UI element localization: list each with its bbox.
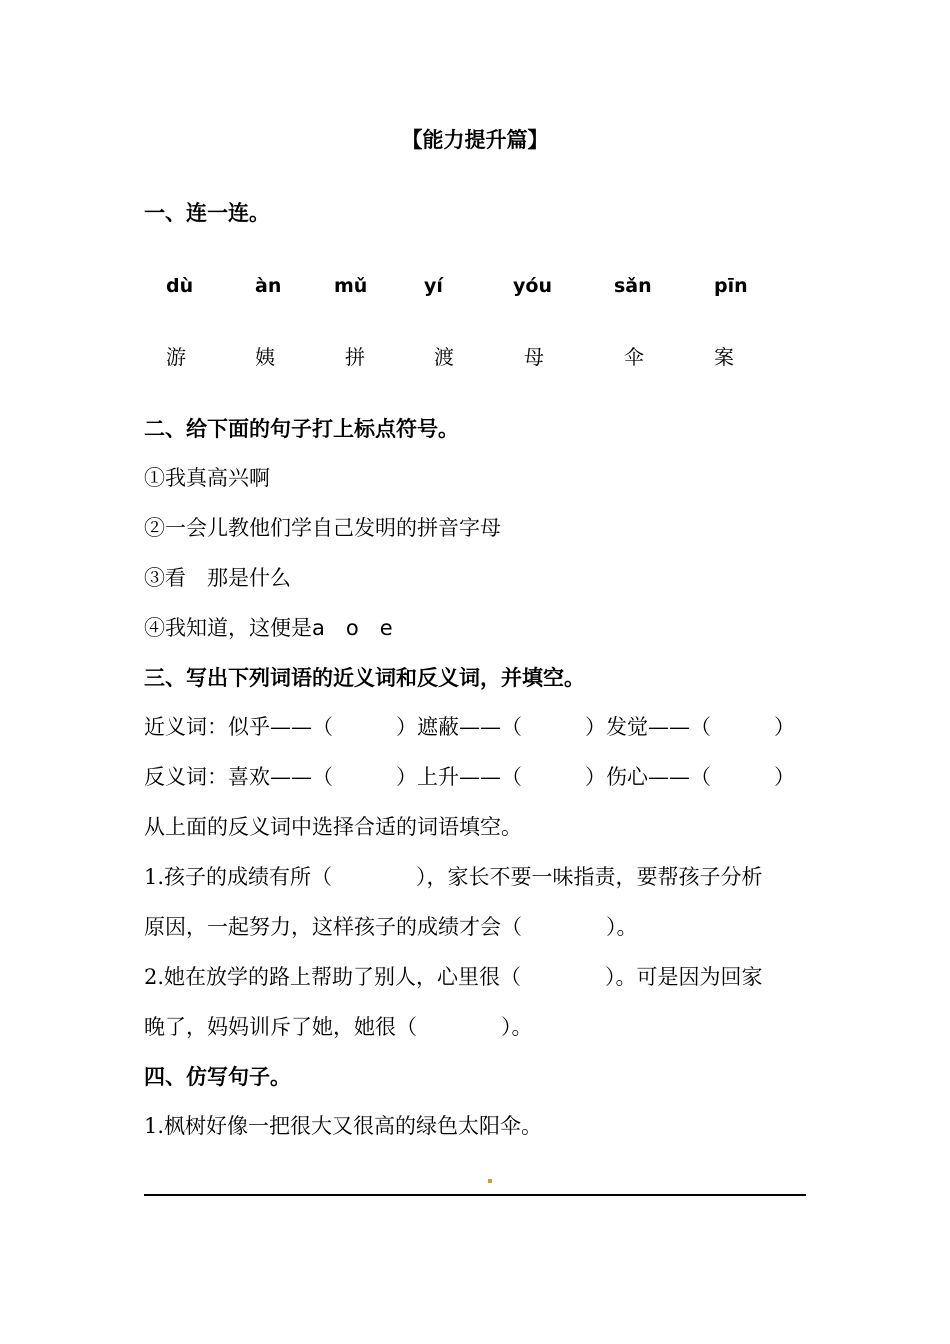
character-item: 游 <box>166 345 186 369</box>
antonyms-line: 反义词：喜欢——（ ）上升——（ ）伤心——（ ） <box>144 765 795 789</box>
punctuation-item-2: ②一会儿教他们学自己发明的拼音字母 <box>144 516 501 540</box>
character-item: 案 <box>714 345 734 369</box>
punctuation-item-4-text: ④我知道，这便是 <box>144 616 312 640</box>
pinyin-item: àn <box>255 275 282 297</box>
section3-heading: 三、写出下列词语的近义词和反义词，并填空。 <box>144 665 585 690</box>
fill-question-1-line-1: 1.孩子的成绩有所（ ），家长不要一味指责，要帮孩子分析 <box>144 865 763 889</box>
section1-heading: 一、连一连。 <box>144 200 270 225</box>
punctuation-item-3: ③看 那是什么 <box>144 566 291 590</box>
page-title: 【能力提升篇】 <box>401 127 549 152</box>
punctuation-item-4 <box>144 615 393 641</box>
section2-heading: 二、给下面的句子打上标点符号。 <box>144 416 459 441</box>
pinyin-item: yí <box>424 275 443 297</box>
fill-question-2-line-1: 2.她在放学的路上帮助了别人，心里很（ ）。可是因为回家 <box>144 965 763 989</box>
section4-heading: 四、仿写句子。 <box>144 1064 291 1089</box>
fill-question-2-line-2: 晚了，妈妈训斥了她，她很（ ）。 <box>144 1015 533 1039</box>
synonyms-line: 近义词：似乎——（ ）遮蔽——（ ）发觉——（ ） <box>144 715 795 739</box>
pinyin-item: dù <box>166 275 194 297</box>
character-item: 伞 <box>624 345 644 369</box>
character-item: 姨 <box>255 345 275 369</box>
footer-rule <box>144 1194 806 1196</box>
pinyin-item: mǔ <box>334 275 368 297</box>
fill-question-1-line-2: 原因，一起努力，这样孩子的成绩才会（ ）。 <box>144 915 638 939</box>
punctuation-item-1: ①我真高兴啊 <box>144 466 270 490</box>
pinyin-item: yóu <box>513 275 552 297</box>
character-item: 渡 <box>434 345 454 369</box>
character-item: 拼 <box>345 345 365 369</box>
fill-instruction: 从上面的反义词中选择合适的词语填空。 <box>144 815 522 839</box>
pinyin-item: sǎn <box>614 275 652 297</box>
character-item: 母 <box>524 345 544 369</box>
punctuation-item-4-letters: a o e <box>312 616 393 640</box>
pinyin-item: pīn <box>714 275 748 297</box>
footer-dot <box>488 1179 492 1183</box>
imitation-question-1: 1.枫树好像一把很大又很高的绿色太阳伞。 <box>144 1114 543 1138</box>
